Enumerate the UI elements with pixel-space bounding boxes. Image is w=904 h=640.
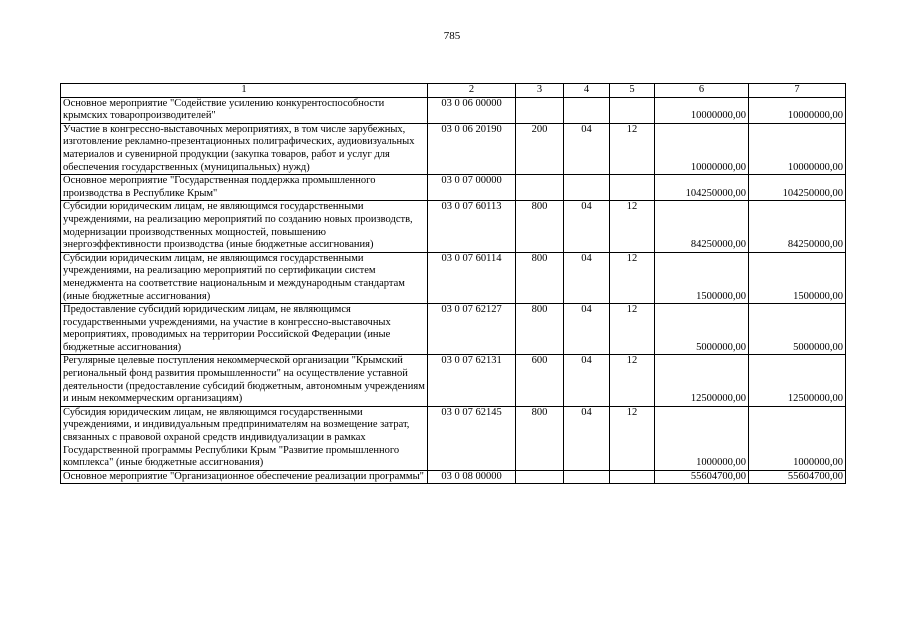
row-code-cell: 03 0 06 00000 xyxy=(428,97,516,123)
header-row xyxy=(61,84,846,98)
row-amount-cell: 10000000,00 xyxy=(749,97,846,123)
row-subsection-cell xyxy=(610,97,655,123)
row-expense-type-cell: 600 xyxy=(516,355,564,406)
table-row xyxy=(61,355,846,406)
row-code-cell: 03 0 07 60113 xyxy=(428,201,516,252)
table-row xyxy=(61,123,846,174)
row-section-cell: 04 xyxy=(564,304,610,355)
row-subsection-cell: 12 xyxy=(610,252,655,303)
row-expense-type-cell xyxy=(516,175,564,201)
row-section-cell: 04 xyxy=(564,123,610,174)
row-amount-cell: 12500000,00 xyxy=(749,355,846,406)
row-section-cell: 04 xyxy=(564,252,610,303)
row-expense-type-cell: 200 xyxy=(516,123,564,174)
row-code-cell: 03 0 08 00000 xyxy=(428,470,516,484)
row-subsection-cell xyxy=(610,470,655,484)
row-subsection-cell: 12 xyxy=(610,406,655,470)
row-amount-cell: 55604700,00 xyxy=(655,470,749,484)
table-row xyxy=(61,406,846,470)
row-code-cell: 03 0 07 00000 xyxy=(428,175,516,201)
table-row xyxy=(61,252,846,303)
row-amount-cell: 10000000,00 xyxy=(655,123,749,174)
row-amount-cell: 84250000,00 xyxy=(655,201,749,252)
column-header: 4 xyxy=(564,84,610,98)
row-subsection-cell xyxy=(610,175,655,201)
table-row xyxy=(61,304,846,355)
row-amount-cell: 10000000,00 xyxy=(655,97,749,123)
row-expense-type-cell: 800 xyxy=(516,406,564,470)
row-name-cell: Основное мероприятие "Государственная поддержка промышленного производства в Республике Крым" xyxy=(61,175,428,201)
row-name-cell: Основное мероприятие "Организационное обеспечение реализации программы" xyxy=(61,470,428,484)
column-header: 5 xyxy=(610,84,655,98)
column-header: 3 xyxy=(516,84,564,98)
row-amount-cell: 1000000,00 xyxy=(655,406,749,470)
row-amount-cell: 1000000,00 xyxy=(749,406,846,470)
column-header: 6 xyxy=(655,84,749,98)
table-row xyxy=(61,175,846,201)
row-name-cell: Участие в конгрессно-выставочных мероприятиях, в том числе зарубежных, изготовление рекламно-презентационных полиграфических, аудиовизуальных материалов и сувенирной продукции (закупка товаров, работ и услуг для обеспечения государственных (муниципальных) нужд) xyxy=(61,123,428,174)
row-code-cell: 03 0 06 20190 xyxy=(428,123,516,174)
row-amount-cell: 5000000,00 xyxy=(749,304,846,355)
row-expense-type-cell xyxy=(516,470,564,484)
row-expense-type-cell: 800 xyxy=(516,252,564,303)
row-amount-cell: 1500000,00 xyxy=(749,252,846,303)
row-amount-cell: 1500000,00 xyxy=(655,252,749,303)
row-code-cell: 03 0 07 62127 xyxy=(428,304,516,355)
row-section-cell: 04 xyxy=(564,355,610,406)
row-section-cell xyxy=(564,97,610,123)
row-amount-cell: 55604700,00 xyxy=(749,470,846,484)
column-header: 1 xyxy=(61,84,428,98)
row-amount-cell: 10000000,00 xyxy=(749,123,846,174)
row-subsection-cell: 12 xyxy=(610,355,655,406)
column-header: 7 xyxy=(749,84,846,98)
column-header: 2 xyxy=(428,84,516,98)
row-expense-type-cell: 800 xyxy=(516,304,564,355)
row-expense-type-cell: 800 xyxy=(516,201,564,252)
row-section-cell: 04 xyxy=(564,201,610,252)
row-code-cell: 03 0 07 62131 xyxy=(428,355,516,406)
table-body xyxy=(61,97,846,484)
table-row xyxy=(61,470,846,484)
row-section-cell: 04 xyxy=(564,406,610,470)
row-amount-cell: 5000000,00 xyxy=(655,304,749,355)
row-code-cell: 03 0 07 62145 xyxy=(428,406,516,470)
row-expense-type-cell xyxy=(516,97,564,123)
table-row xyxy=(61,97,846,123)
row-section-cell xyxy=(564,470,610,484)
row-amount-cell: 104250000,00 xyxy=(655,175,749,201)
row-subsection-cell: 12 xyxy=(610,304,655,355)
row-subsection-cell: 12 xyxy=(610,201,655,252)
row-amount-cell: 84250000,00 xyxy=(749,201,846,252)
table-row xyxy=(61,201,846,252)
row-amount-cell: 104250000,00 xyxy=(749,175,846,201)
row-name-cell: Субсидии юридическим лицам, не являющимся государственными учреждениями, на реализацию мероприятий по созданию новых производств, модернизации производственных мощностей, повышению энергоэффективности производства (иные бюджетные ассигнования) xyxy=(61,201,428,252)
page-number: 785 xyxy=(443,30,461,42)
row-name-cell: Предоставление субсидий юридическим лицам, не являющимся государственными учреждениями, на участие в конгрессно-выставочных мероприятиях, проводимых на территории Российской Федерации (иные бюджетные ассигнования) xyxy=(61,304,428,355)
budget-table xyxy=(60,83,846,484)
row-amount-cell: 12500000,00 xyxy=(655,355,749,406)
row-name-cell: Субсидия юридическим лицам, не являющимся государственными учреждениями, и индивидуальным предпринимателям на возмещение затрат, связанных с правовой охраной средств индивидуализации в рамках Государственной программы Республики Крым "Развитие промышленного комплекса" (иные бюджетные ассигнования) xyxy=(61,406,428,470)
row-name-cell: Регулярные целевые поступления некоммерческой организации "Крымский региональный фонд развития промышленности" на осуществление уставной деятельности (предоставление субсидий бюджетным, автономным учреждениям и иным некоммерческим организациям) xyxy=(61,355,428,406)
row-subsection-cell: 12 xyxy=(610,123,655,174)
row-name-cell: Субсидии юридическим лицам, не являющимся государственными учреждениями, на реализацию мероприятий по сертификации систем менеджмента на соответствие национальным и международным стандартам (иные бюджетные ассигнования) xyxy=(61,252,428,303)
row-name-cell: Основное мероприятие "Содействие усилению конкурентоспособности крымских товаропроизводителей" xyxy=(61,97,428,123)
row-code-cell: 03 0 07 60114 xyxy=(428,252,516,303)
row-section-cell xyxy=(564,175,610,201)
